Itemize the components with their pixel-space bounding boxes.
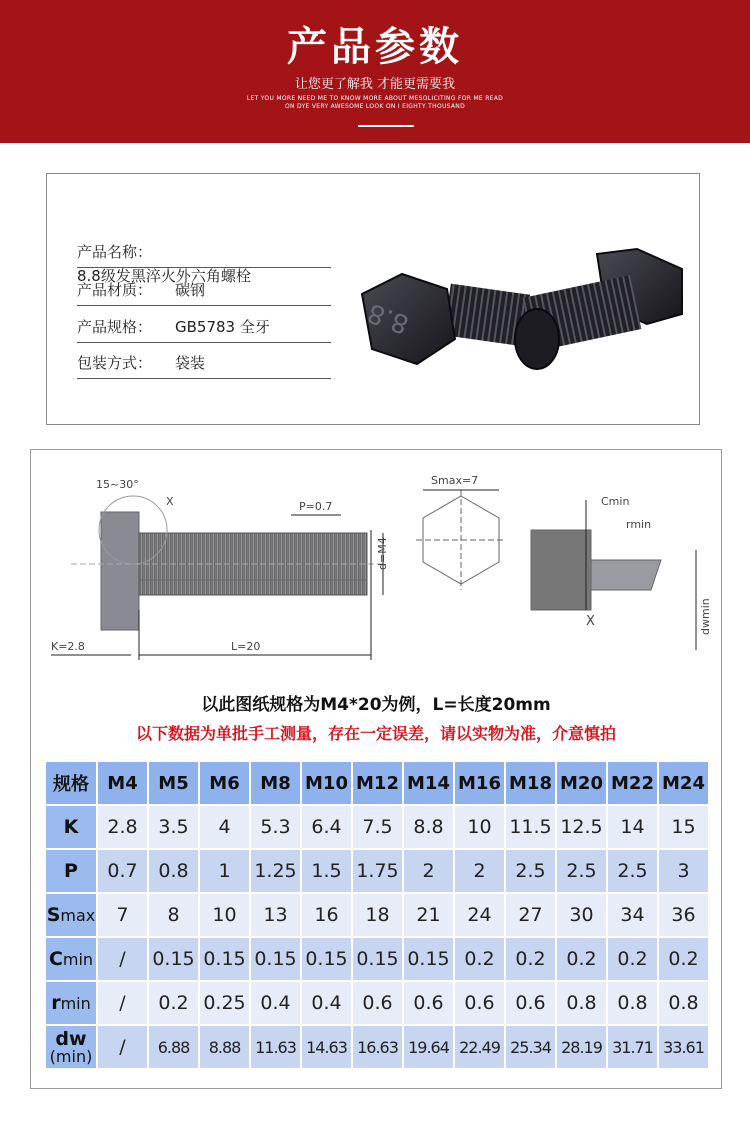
table-cell: 8.88	[200, 1026, 249, 1068]
header-banner	[0, 0, 750, 143]
table-cell: 0.6	[404, 982, 453, 1024]
table-cell: 7	[98, 894, 147, 936]
table-cell: /	[98, 982, 147, 1024]
table-cell: 0.15	[353, 938, 402, 980]
table-cell: 0.2	[608, 938, 657, 980]
row-label-cmin: Cmin	[46, 938, 96, 980]
table-header-label: 规格	[46, 762, 96, 804]
table-cell: /	[98, 938, 147, 980]
table-cell: 18	[353, 894, 402, 936]
info-row-name: 产品名称：8.8级发黑淬火外六角螺栓	[77, 240, 331, 268]
table-cell: 2.5	[608, 850, 657, 892]
table-cell: 0.2	[659, 938, 708, 980]
table-row	[46, 850, 708, 892]
table-cell: 0.8	[557, 982, 606, 1024]
table-cell: 0.15	[302, 938, 351, 980]
info-row-spec: 产品规格： GB5783 全牙	[77, 315, 331, 343]
page-title: 产品参数	[287, 24, 463, 70]
size-header: M5	[149, 762, 198, 804]
table-cell: 16	[302, 894, 351, 936]
table-cell: 36	[659, 894, 708, 936]
dwmin-label: dwmin	[699, 598, 712, 635]
cmin-label: Cmin	[601, 495, 630, 508]
size-header: M20	[557, 762, 606, 804]
table-cell: 34	[608, 894, 657, 936]
table-cell: 25.34	[506, 1026, 555, 1068]
table-row	[46, 894, 708, 936]
table-cell: 0.7	[98, 850, 147, 892]
table-cell: 30	[557, 894, 606, 936]
table-cell: 7.5	[353, 806, 402, 848]
x-label: X	[166, 495, 174, 508]
table-cell: 8	[149, 894, 198, 936]
table-cell: 31.71	[608, 1026, 657, 1068]
size-header: M24	[659, 762, 708, 804]
size-header: M4	[98, 762, 147, 804]
table-cell: 2	[404, 850, 453, 892]
example-note: 以此图纸规格为M4*20为例，L=长度20mm	[201, 695, 551, 715]
table-cell: 13	[251, 894, 300, 936]
table-cell: 15	[659, 806, 708, 848]
banner-english-text: LET YOU MORE NEED ME TO KNOW MORE ABOUT MESOLICITING FOR ME READ ON DYE VERY AWESOME LOOK ON I EIGHTY THOUSAND	[246, 95, 504, 110]
table-cell: 11.63	[251, 1026, 300, 1068]
row-label-smax: Smax	[46, 894, 96, 936]
table-cell: 0.4	[251, 982, 300, 1024]
info-row-packaging: 包装方式： 袋装	[77, 351, 331, 379]
table-row	[46, 982, 708, 1024]
table-cell: 0.15	[200, 938, 249, 980]
table-cell: 12.5	[557, 806, 606, 848]
spec-panel	[30, 449, 722, 1089]
smax-label: Smax=7	[431, 474, 479, 487]
table-row	[46, 938, 708, 980]
l-dimension-label: L=20	[231, 640, 261, 653]
size-header: M22	[608, 762, 657, 804]
table-cell: 0.2	[557, 938, 606, 980]
table-cell: 8.8	[404, 806, 453, 848]
table-cell: 0.15	[149, 938, 198, 980]
info-row-material: 产品材质： 碳钢	[77, 278, 331, 306]
table-cell: 0.4	[302, 982, 351, 1024]
rmin-label: rmin	[626, 518, 652, 531]
table-cell: 3	[659, 850, 708, 892]
table-cell: 4	[200, 806, 249, 848]
table-cell: /	[98, 1026, 147, 1068]
head-mark-text: 8.8	[363, 296, 413, 340]
table-cell: 28.19	[557, 1026, 606, 1068]
diameter-label: d=M4	[376, 537, 389, 570]
table-cell: 33.61	[659, 1026, 708, 1068]
size-header: M12	[353, 762, 402, 804]
table-cell: 0.15	[404, 938, 453, 980]
warning-note: 以下数据为单批手工测量，存在一定误差，请以实物为准，介意慎拍	[135, 724, 616, 743]
bolt-photo	[347, 244, 687, 404]
size-header: M6	[200, 762, 249, 804]
angle-label: 15~30°	[96, 478, 139, 491]
row-label-k: K	[46, 806, 96, 848]
table-cell: 0.6	[506, 982, 555, 1024]
pitch-label: P=0.7	[299, 500, 333, 513]
x2-label: X	[586, 614, 595, 629]
table-cell: 5.3	[251, 806, 300, 848]
table-cell: 24	[455, 894, 504, 936]
table-cell: 21	[404, 894, 453, 936]
table-cell: 27	[506, 894, 555, 936]
table-cell: 0.8	[149, 850, 198, 892]
table-cell: 14	[608, 806, 657, 848]
table-cell: 16.63	[353, 1026, 402, 1068]
table-cell: 0.2	[149, 982, 198, 1024]
table-cell: 0.6	[353, 982, 402, 1024]
table-cell: 0.6	[455, 982, 504, 1024]
table-cell: 0.8	[608, 982, 657, 1024]
table-cell: 6.88	[149, 1026, 198, 1068]
table-cell: 0.2	[506, 938, 555, 980]
table-cell: 1	[200, 850, 249, 892]
table-cell: 2	[455, 850, 504, 892]
banner-divider	[358, 125, 414, 127]
spec-table	[44, 760, 710, 1070]
table-cell: 3.5	[149, 806, 198, 848]
banner-subtitle: 让您更了解我 才能更需要我	[294, 77, 456, 92]
table-cell: 2.5	[506, 850, 555, 892]
table-cell: 0.8	[659, 982, 708, 1024]
table-cell: 19.64	[404, 1026, 453, 1068]
k-dimension-label: K=2.8	[51, 640, 85, 653]
row-label-dwmin: dw (min)	[46, 1026, 96, 1068]
table-cell: 1.75	[353, 850, 402, 892]
product-info-box	[46, 173, 700, 425]
row-label-p: P	[46, 850, 96, 892]
table-row	[46, 806, 708, 848]
table-cell: 1.25	[251, 850, 300, 892]
table-cell: 11.5	[506, 806, 555, 848]
size-header: M8	[251, 762, 300, 804]
size-header: M16	[455, 762, 504, 804]
table-cell: 10	[200, 894, 249, 936]
table-cell: 1.5	[302, 850, 351, 892]
table-cell: 0.2	[455, 938, 504, 980]
table-cell: 2.8	[98, 806, 147, 848]
table-header-row	[46, 762, 708, 804]
table-cell: 6.4	[302, 806, 351, 848]
table-cell: 22.49	[455, 1026, 504, 1068]
table-cell: 0.25	[200, 982, 249, 1024]
table-cell: 2.5	[557, 850, 606, 892]
size-header: M14	[404, 762, 453, 804]
size-header: M18	[506, 762, 555, 804]
size-header: M10	[302, 762, 351, 804]
row-label-rmin: rmin	[46, 982, 96, 1024]
table-cell: 0.15	[251, 938, 300, 980]
table-row	[46, 1026, 708, 1068]
table-cell: 14.63	[302, 1026, 351, 1068]
table-cell: 10	[455, 806, 504, 848]
technical-drawing	[41, 460, 713, 675]
